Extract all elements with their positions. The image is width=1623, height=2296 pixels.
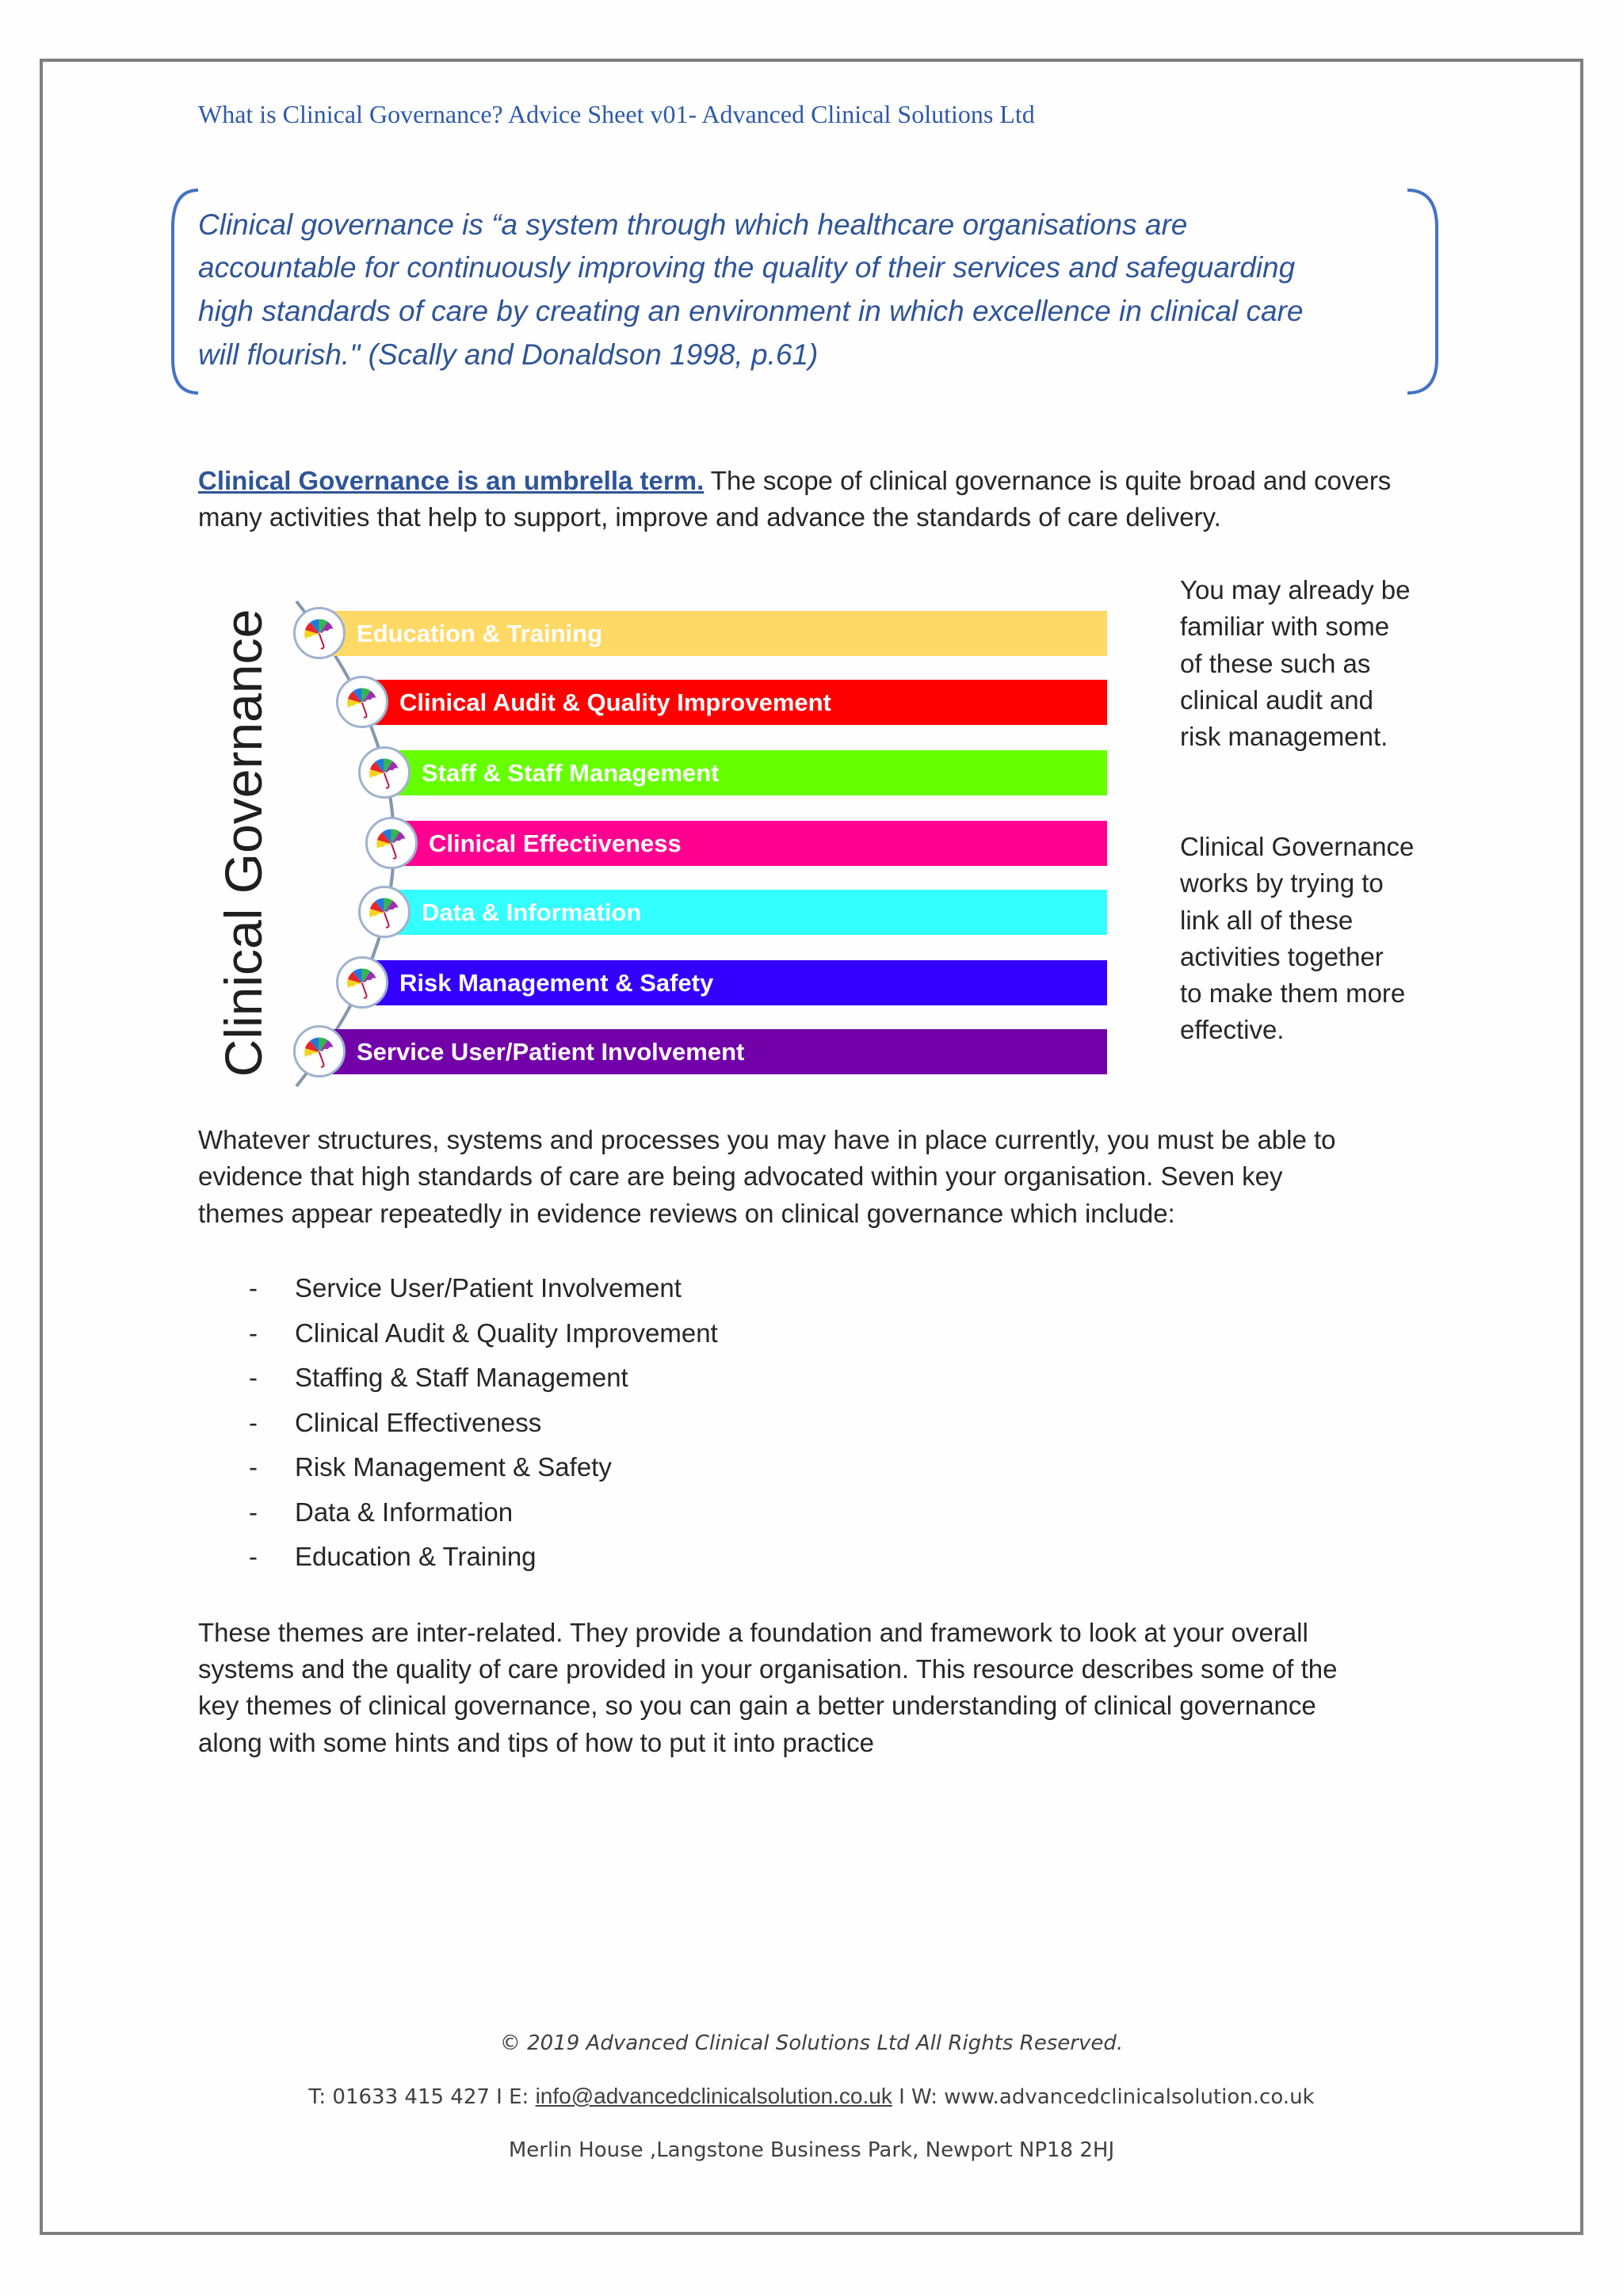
theme-bar-label: Data & Information [422, 898, 642, 926]
list-item: Service User/Patient Involvement [295, 1273, 682, 1302]
theme-bar-clinical-audit [362, 680, 1107, 725]
side-note-line: risk management. [1180, 722, 1388, 751]
list-item: Data & Information [295, 1497, 514, 1527]
side-note-line: to make them more [1180, 978, 1406, 1008]
right-bracket [1407, 190, 1437, 393]
footer-contact-suffix: I W: www.advancedclinicalsolution.co.uk [892, 2085, 1315, 2109]
quote-line: high standards of care by creating an environment in which excellence in clinical care [198, 295, 1304, 327]
theme-bar-clinical-effectiveness [391, 821, 1107, 866]
list-item: Clinical Effectiveness [295, 1408, 542, 1437]
theme-bar-label: Staff & Staff Management [422, 759, 720, 787]
umbrella-badge [293, 607, 346, 659]
theme-bar-data [384, 890, 1107, 935]
list-bullet: - [249, 1497, 258, 1527]
quote-line: will flourish." (Scally and Donaldson 1998, p.61) [198, 338, 819, 371]
umbrella-icon [342, 963, 382, 1002]
document-header-title: What is Clinical Governance? Advice Sheet v01- Advanced Clinical Solutions Ltd [198, 100, 1035, 128]
paragraph-line: themes appear repeatedly in evidence reviews on clinical governance which include: [198, 1199, 1175, 1228]
footer-email-link[interactable]: info@advancedclinicalsolution.co.uk [535, 2084, 892, 2108]
diagram-title: Clinical Governance [214, 608, 273, 1077]
list-item: Risk Management & Safety [295, 1452, 612, 1482]
list-bullet: - [249, 1273, 258, 1302]
theme-bar-label: Clinical Effectiveness [429, 830, 682, 857]
umbrella-icon [372, 823, 411, 863]
side-note-line: effective. [1180, 1015, 1285, 1044]
intro-heading: Clinical Governance is an umbrella term. [198, 466, 705, 495]
paragraph-line: along with some hints and tips of how to put it into practice [198, 1728, 874, 1757]
side-note-line: clinical audit and [1180, 685, 1373, 715]
paragraph-line: evidence that high standards of care are being advocated within your organisation. Seven key [198, 1161, 1283, 1191]
side-note-line: link all of these [1180, 906, 1354, 935]
side-note-line: of these such as [1180, 649, 1371, 678]
theme-bar-label: Education & Training [357, 620, 603, 647]
umbrella-badge [358, 746, 411, 799]
umbrella-icon [342, 682, 382, 722]
side-note-line: Clinical Governance [1180, 832, 1415, 861]
theme-bar-risk [362, 960, 1107, 1005]
list-item: Education & Training [295, 1542, 537, 1571]
theme-bar-label: Clinical Audit & Quality Improvement [399, 688, 831, 716]
theme-bar-service-user [319, 1029, 1107, 1074]
intro-text: The scope of clinical governance is quite broad and covers [704, 466, 1392, 495]
list-bullet: - [249, 1363, 258, 1392]
theme-bar-education [319, 611, 1107, 656]
theme-bar-label: Service User/Patient Involvement [357, 1038, 745, 1066]
umbrella-badge [358, 886, 411, 938]
quote-line: Clinical governance is “a system through which healthcare organisations are [198, 208, 1188, 241]
footer-contact-prefix: T: 01633 415 427 I E: [308, 2085, 536, 2109]
side-note-line: familiar with some [1180, 612, 1390, 641]
paragraph-line: Whatever structures, systems and processes you may have in place currently, you must be able to [198, 1125, 1336, 1154]
umbrella-badge [293, 1025, 346, 1077]
quote-line: accountable for continuously improving the quality of their services and safeguarding [198, 251, 1296, 284]
side-note-line: activities together [1180, 942, 1384, 971]
list-bullet: - [249, 1408, 258, 1437]
list-bullet: - [249, 1542, 258, 1571]
theme-bar-label: Risk Management & Safety [399, 969, 714, 997]
umbrella-icon [300, 613, 339, 653]
list-item: Clinical Audit & Quality Improvement [295, 1318, 718, 1348]
paragraph-line: These themes are inter-related. They provide a foundation and framework to look at your overall [198, 1618, 1308, 1647]
list-bullet: - [249, 1318, 258, 1348]
side-note-line: You may already be [1180, 575, 1411, 605]
umbrella-icon [365, 892, 404, 932]
paragraph-line: key themes of clinical governance, so you can gain a better understanding of clinical governance [198, 1691, 1316, 1720]
footer-contact [0, 2081, 1623, 2113]
umbrella-badge [336, 956, 388, 1009]
side-note-line: works by trying to [1180, 868, 1384, 898]
theme-bar-staff [384, 750, 1107, 795]
intro-line [198, 463, 1391, 499]
footer-address: Merlin House ,Langstone Business Park, Newport NP18 2HJ [508, 2138, 1115, 2162]
left-bracket [173, 190, 198, 393]
paragraph-line: systems and the quality of care provided in your organisation. This resource describes some of the [198, 1654, 1338, 1684]
umbrella-icon [300, 1032, 339, 1071]
footer-copyright: © 2019 Advanced Clinical Solutions Ltd All Rights Reserved. [499, 2031, 1124, 2055]
intro-line: many activities that help to support, improve and advance the standards of care delivery. [198, 502, 1221, 532]
list-item: Staffing & Staff Management [295, 1363, 628, 1392]
umbrella-icon [365, 753, 404, 792]
umbrella-badge [336, 676, 388, 728]
umbrella-badge [365, 817, 418, 869]
list-bullet: - [249, 1452, 258, 1482]
